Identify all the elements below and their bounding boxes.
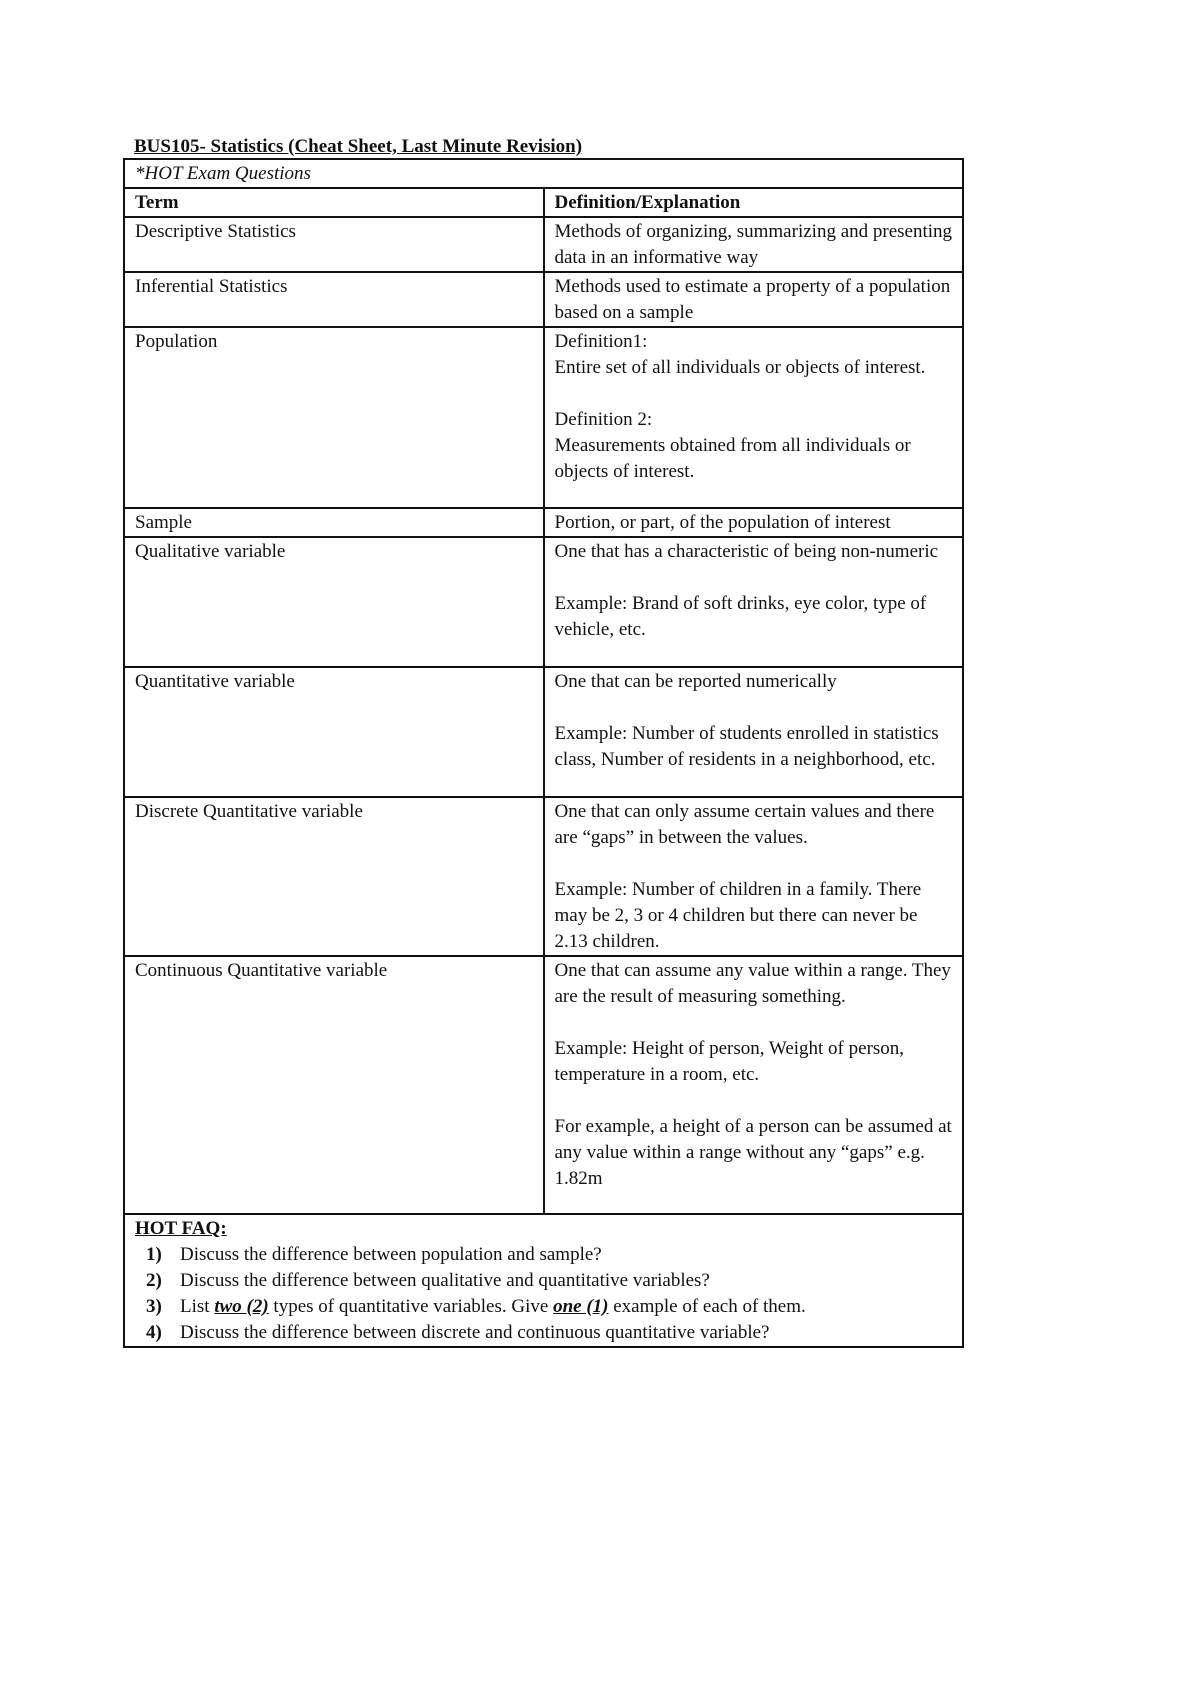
definition-paragraph: Methods of organizing, summarizing and presenting data in an informative way: [554, 221, 953, 268]
document-title: BUS105- Statistics (Cheat Sheet, Last Minute Revision): [134, 136, 583, 157]
term-cell: Inferential Statistics: [124, 272, 544, 327]
definition-paragraph: For example, a height of a person can be assumed at any value within a range without any “gaps” e.g. 1.82m: [554, 1116, 952, 1189]
table-banner: *HOT Exam Questions: [124, 159, 963, 188]
faq-item: [135, 1242, 952, 1268]
definition-paragraph: One that has a characteristic of being non-numeric: [554, 541, 939, 562]
definition-paragraph: Measurements obtained from all individuals or objects of interest.: [554, 435, 911, 482]
table-row: [124, 217, 963, 272]
definition-cell: [544, 797, 964, 956]
definition-cell: [544, 327, 964, 508]
definition-paragraph: One that can be reported numerically: [554, 671, 837, 692]
faq-item: [135, 1320, 952, 1346]
definition-cell: [544, 667, 964, 797]
term-cell: Discrete Quantitative variable: [124, 797, 544, 956]
definition-paragraph: One that can only assume certain values and there are “gaps” in between the values.: [554, 801, 935, 848]
definition-cell: [544, 272, 964, 327]
faq-text: Discuss the difference between discrete and continuous quantitative variable?: [180, 1322, 770, 1343]
definition-paragraph: Portion, or part, of the population of interest: [554, 512, 891, 533]
table-row: [124, 508, 963, 537]
faq-item: [135, 1294, 952, 1320]
faq-number: 4): [146, 1322, 162, 1343]
definition-cell: [544, 217, 964, 272]
faq-text: Discuss the difference between population and sample?: [180, 1244, 602, 1265]
faq-text: Discuss the difference between qualitative and quantitative variables?: [180, 1270, 710, 1291]
definition-paragraph: Example: Brand of soft drinks, eye color, type of vehicle, etc.: [554, 593, 927, 640]
definition-paragraph: Definition1:: [554, 331, 648, 352]
definition-cell: [544, 508, 964, 537]
faq-emphasis: two (2): [214, 1296, 269, 1317]
definition-cell: [544, 956, 964, 1214]
definition-cell: [544, 537, 964, 667]
definition-paragraph: Definition 2:: [554, 409, 653, 430]
term-cell: Population: [124, 327, 544, 508]
faq-text: List: [180, 1296, 215, 1317]
table-row: [124, 537, 963, 667]
faq-number: 3): [146, 1296, 162, 1317]
definition-paragraph: One that can assume any value within a range. They are the result of measuring something.: [554, 960, 951, 1007]
table-row: [124, 956, 963, 1214]
table-row: [124, 327, 963, 508]
faq-title: HOT FAQ:: [135, 1218, 227, 1239]
terms-table: [123, 158, 964, 1348]
table-row: [124, 272, 963, 327]
term-cell: Continuous Quantitative variable: [124, 956, 544, 1214]
header-term: Term: [124, 188, 544, 217]
definition-paragraph: Example: Height of person, Weight of person, temperature in a room, etc.: [554, 1038, 905, 1085]
table-row: [124, 797, 963, 956]
definition-paragraph: Example: Number of children in a family. There may be 2, 3 or 4 children but there can never be 2.13 children.: [554, 879, 922, 952]
faq-text: types of quantitative variables. Give: [268, 1296, 554, 1317]
term-cell: Descriptive Statistics: [124, 217, 544, 272]
term-cell: Qualitative variable: [124, 537, 544, 667]
faq-number: 2): [146, 1270, 162, 1291]
faq-cell: [124, 1214, 963, 1347]
definition-paragraph: Methods used to estimate a property of a population based on a sample: [554, 276, 951, 323]
header-definition: Definition/Explanation: [544, 188, 964, 217]
faq-text: example of each of them.: [608, 1296, 806, 1317]
faq-item: [135, 1268, 952, 1294]
faq-list: [135, 1242, 952, 1346]
faq-number: 1): [146, 1244, 162, 1265]
term-cell: Quantitative variable: [124, 667, 544, 797]
definition-paragraph: Entire set of all individuals or objects of interest.: [554, 357, 926, 378]
table-row: [124, 667, 963, 797]
faq-emphasis: one (1): [553, 1296, 609, 1317]
term-cell: Sample: [124, 508, 544, 537]
definition-paragraph: Example: Number of students enrolled in statistics class, Number of residents in a neighborhood, etc.: [554, 723, 939, 770]
